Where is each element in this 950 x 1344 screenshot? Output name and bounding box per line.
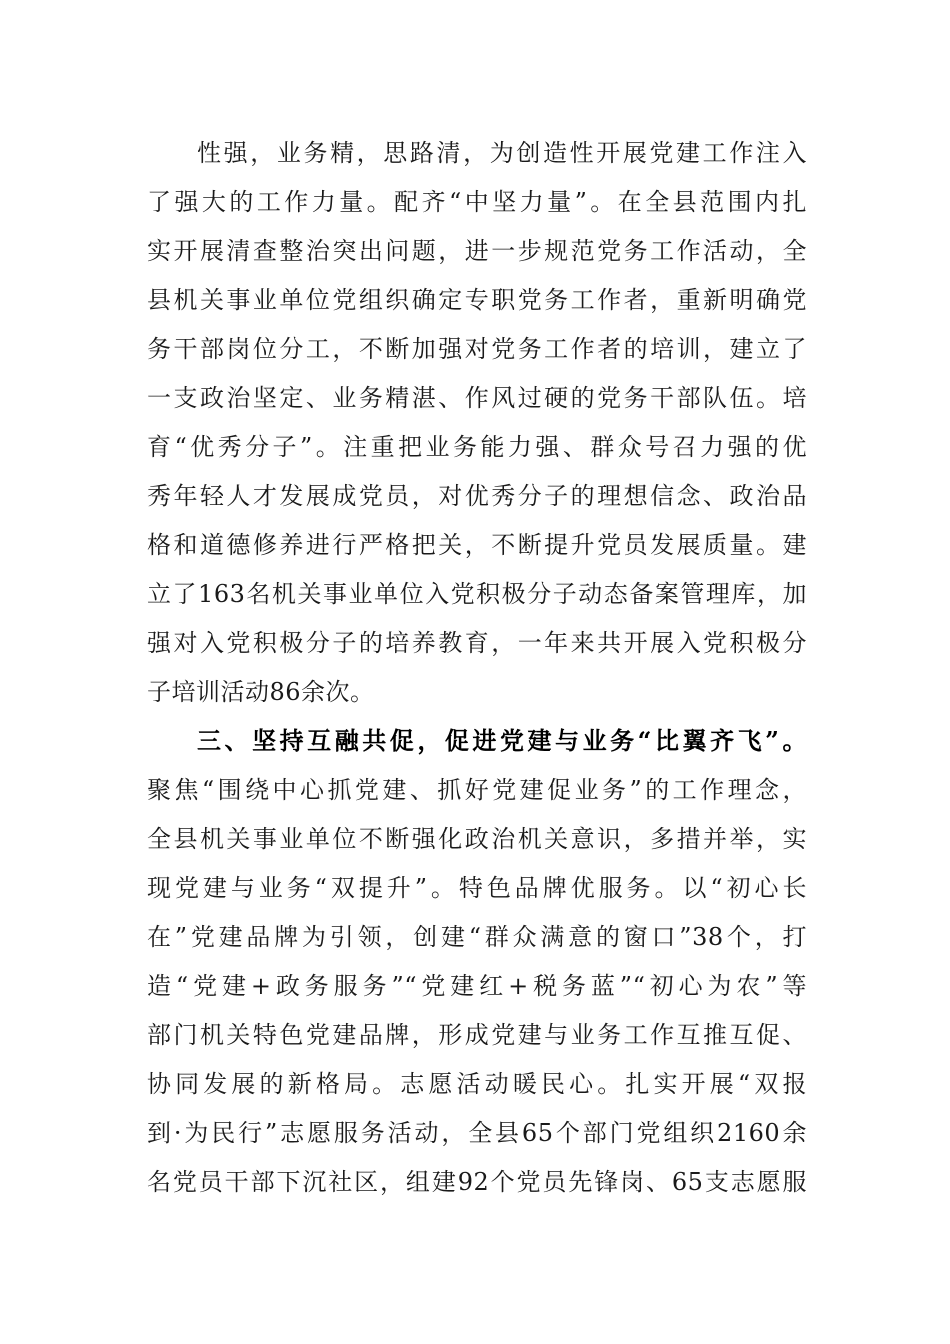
text-line: 现党建与业务“双提升”。特色品牌优服务。以“初心长 — [147, 874, 807, 902]
text-line: 育“优秀分子”。注重把业务能力强、群众号召力强的优 — [147, 433, 807, 461]
section-heading: 三、坚持互融共促，促进党建与业务“比翼齐飞”。 — [197, 726, 807, 755]
text-line: 造“党建+政务服务”“党建红+税务蓝”“初心为农”等 — [147, 972, 807, 1000]
text-line: 了强大的工作力量。配齐“中坚力量”。在全县范围内扎 — [147, 188, 807, 216]
text-line: 一支政治坚定、业务精湛、作风过硬的党务干部队伍。培 — [147, 384, 807, 412]
text-line: 格和道德修养进行严格把关，不断提升党员发展质量。建 — [147, 531, 807, 559]
text-line: 子培训活动86余次。 — [147, 678, 375, 706]
text-line: 秀年轻人才发展成党员，对优秀分子的理想信念、政治品 — [147, 482, 807, 510]
text-line: 到·为民行”志愿服务活动，全县65个部门党组织2160余 — [147, 1119, 807, 1147]
text-line: 协同发展的新格局。志愿活动暖民心。扎实开展“双报 — [147, 1070, 807, 1098]
text-line: 强对入党积极分子的培养教育，一年来共开展入党积极分 — [147, 629, 807, 657]
text-line: 性强，业务精，思路清，为创造性开展党建工作注入 — [197, 139, 807, 167]
text-line: 部门机关特色党建品牌，形成党建与业务工作互推互促、 — [147, 1021, 807, 1049]
text-line: 实开展清查整治突出问题，进一步规范党务工作活动，全 — [147, 237, 807, 265]
text-line: 务干部岗位分工，不断加强对党务工作者的培训，建立了 — [147, 335, 807, 363]
text-line: 聚焦“围绕中心抓党建、抓好党建促业务”的工作理念， — [147, 776, 807, 804]
text-line: 全县机关事业单位不断强化政治机关意识，多措并举，实 — [147, 825, 807, 853]
text-line: 在”党建品牌为引领，创建“群众满意的窗口”38个，打 — [147, 923, 807, 951]
text-line: 名党员干部下沉社区，组建92个党员先锋岗、65支志愿服 — [147, 1168, 807, 1196]
text-line: 县机关事业单位党组织确定专职党务工作者，重新明确党 — [147, 286, 807, 314]
text-line: 立了163名机关事业单位入党积极分子动态备案管理库，加 — [147, 580, 807, 608]
